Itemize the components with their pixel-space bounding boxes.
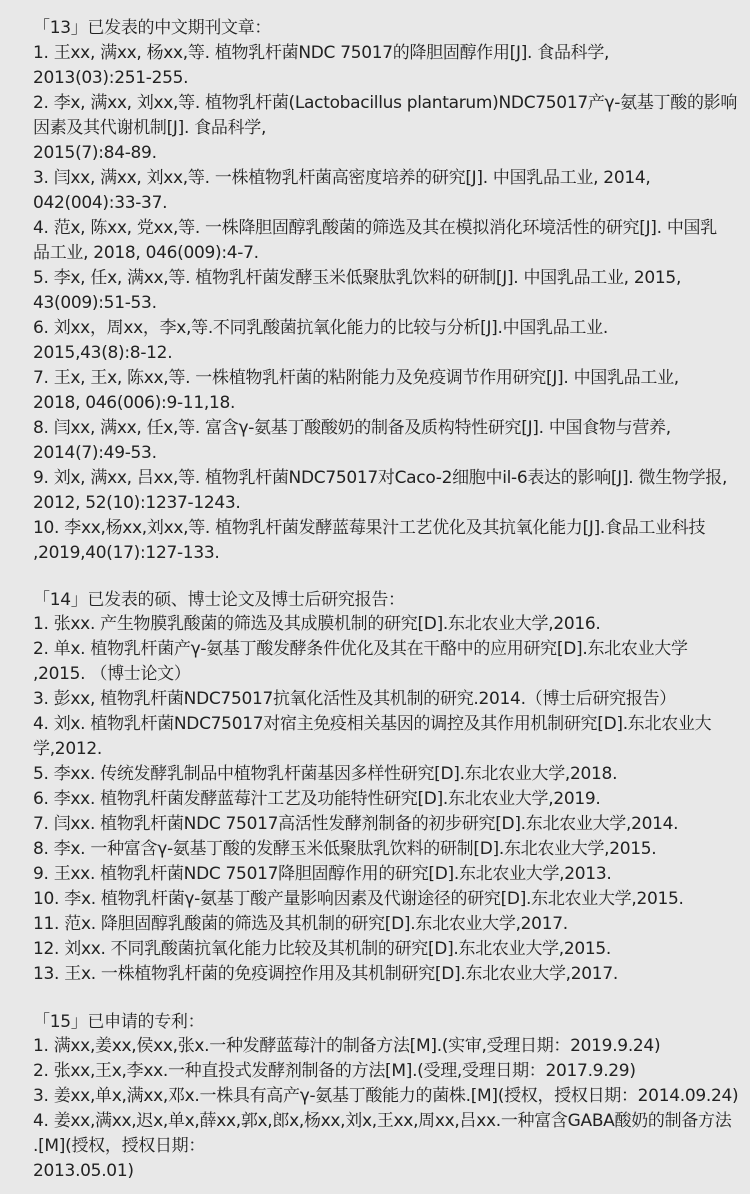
journal-ref-8-line-1: 8. 闫xx, 满xx, 任x,等. 富含γ-氨基丁酸酸奶的制备及质构特性研究[J]. 中国食物与营养,: [33, 418, 671, 438]
patent-ref-2: 2. 张xx,王x,李xx.一种直投式发酵剂制备的方法[M].(受理,受理日期：2017.9.29): [33, 1061, 636, 1081]
journal-ref-8-line-2: 2014(7):49-53.: [33, 443, 157, 463]
section-heading-15: 「15」已申请的专利：: [33, 1012, 205, 1032]
journal-ref-2-line-1: 2. 李x, 满xx, 刘xx,等. 植物乳杆菌(Lactobacillus plantarum)NDC75017产γ-氨基丁酸的影响: [33, 93, 738, 113]
thesis-ref-7: 7. 闫xx. 植物乳杆菌NDC 75017高活性发酵剂制备的初步研究[D].东北农业大学,2014.: [33, 814, 679, 834]
journal-ref-5-line-1: 5. 李x, 任x, 满xx,等. 植物乳杆菌发酵玉米低聚肽乳饮料的研制[J]. 中国乳品工业, 2015,: [33, 268, 682, 288]
thesis-ref-4-line-2: 学,2012.: [33, 739, 102, 759]
journal-ref-2-line-2: 因素及其代谢机制[J]. 食品科学,: [33, 118, 267, 138]
journal-ref-5-line-2: 43(009):51-53.: [33, 293, 157, 313]
journal-ref-2-line-3: 2015(7):84-89.: [33, 143, 157, 163]
journal-ref-10-line-2: ,2019,40(17):127-133.: [33, 543, 220, 563]
journal-ref-10-line-1: 10. 李xx,杨xx,刘xx,等. 植物乳杆菌发酵蓝莓果汁工艺优化及其抗氧化能力[J].食品工业科技: [33, 518, 706, 538]
section-heading-14: 「14」已发表的硕、博士论文及博士后研究报告：: [33, 590, 405, 610]
thesis-ref-1: 1. 张xx. 产生物膜乳酸菌的筛选及其成膜机制的研究[D].东北农业大学,2016.: [33, 614, 601, 634]
thesis-ref-6: 6. 李xx. 植物乳杆菌发酵蓝莓汁工艺及功能特性研究[D].东北农业大学,2019.: [33, 789, 601, 809]
thesis-ref-10: 10. 李x. 植物乳杆菌γ-氨基丁酸产量影响因素及代谢途径的研究[D].东北农业大学,2015.: [33, 889, 684, 909]
patent-ref-4-line-2: .[M](授权，授权日期：: [33, 1136, 206, 1156]
patent-ref-1: 1. 满xx,姜xx,侯xx,张x.一种发酵蓝莓汁的制备方法[M].(实审,受理日期：2019.9.24): [33, 1036, 661, 1056]
thesis-ref-9: 9. 王xx. 植物乳杆菌NDC 75017降胆固醇作用的研究[D].东北农业大学,2013.: [33, 864, 612, 884]
thesis-ref-5: 5. 李xx. 传统发酵乳制品中植物乳杆菌基因多样性研究[D].东北农业大学,2018.: [33, 764, 618, 784]
journal-ref-9-line-1: 9. 刘x, 满xx, 吕xx,等. 植物乳杆菌NDC75017对Caco-2细胞中il-6表达的影响[J]. 微生物学报,: [33, 468, 728, 488]
journal-ref-6-line-2: 2015,43(8):8-12.: [33, 343, 173, 363]
journal-ref-7-line-2: 2018, 046(006):9-11,18.: [33, 393, 236, 413]
thesis-ref-3: 3. 彭xx, 植物乳杆菌NDC75017抗氧化活性及其机制的研究.2014.（博士后研究报告）: [33, 689, 676, 709]
journal-ref-9-line-2: 2012, 52(10):1237-1243.: [33, 493, 241, 513]
section-heading-13: 「13」已发表的中文期刊文章：: [33, 18, 272, 38]
patent-ref-4-line-1: 4. 姜xx,满xx,迟x,单x,薛xx,郭x,郎x,杨xx,刘x,王xx,周xx,吕xx.一种富含GABA酸奶的制备方法: [33, 1111, 732, 1131]
thesis-ref-4-line-1: 4. 刘x. 植物乳杆菌NDC75017对宿主免疫相关基因的调控及其作用机制研究[D].东北农业大: [33, 714, 712, 734]
thesis-ref-2-line-2: ,2015. （博士论文）: [33, 664, 191, 684]
journal-ref-4-line-2: 品工业, 2018, 046(009):4-7.: [33, 243, 259, 263]
thesis-ref-2-line-1: 2. 单x. 植物乳杆菌产γ-氨基丁酸发酵条件优化及其在干酪中的应用研究[D].东北农业大学: [33, 639, 688, 659]
thesis-ref-13: 13. 王x. 一株植物乳杆菌的免疫调控作用及其机制研究[D].东北农业大学,2017.: [33, 964, 618, 984]
journal-ref-7-line-1: 7. 王x, 王x, 陈xx,等. 一株植物乳杆菌的粘附能力及免疫调节作用研究[J]. 中国乳品工业,: [33, 368, 679, 388]
thesis-ref-8: 8. 李x. 一种富含γ-氨基丁酸的发酵玉米低聚肽乳饮料的研制[D].东北农业大学,2015.: [33, 839, 657, 859]
journal-ref-3-line-1: 3. 闫xx, 满xx, 刘xx,等. 一株植物乳杆菌高密度培养的研究[J]. 中国乳品工业, 2014,: [33, 168, 651, 188]
journal-ref-3-line-2: 042(004):33-37.: [33, 193, 168, 213]
patent-ref-3: 3. 姜xx,单x,满xx,邓x.一株具有高产γ-氨基丁酸能力的菌株.[M](授权，授权日期：2014.09.24): [33, 1086, 739, 1106]
journal-ref-1-line-2: 2013(03):251-255.: [33, 68, 189, 88]
journal-ref-4-line-1: 4. 范x, 陈xx, 党xx,等. 一株降胆固醇乳酸菌的筛选及其在模拟消化环境活性的研究[J]. 中国乳: [33, 218, 717, 238]
thesis-ref-11: 11. 范x. 降胆固醇乳酸菌的筛选及其机制的研究[D].东北农业大学,2017.: [33, 914, 568, 934]
journal-ref-6-line-1: 6. 刘xx，周xx，李x,等.不同乳酸菌抗氧化能力的比较与分析[J].中国乳品工业.: [33, 318, 608, 338]
patent-ref-4-line-3: 2013.05.01): [33, 1161, 134, 1181]
thesis-ref-12: 12. 刘xx. 不同乳酸菌抗氧化能力比较及其机制的研究[D].东北农业大学,2015.: [33, 939, 611, 959]
journal-ref-1-line-1: 1. 王xx, 满xx, 杨xx,等. 植物乳杆菌NDC 75017的降胆固醇作用[J]. 食品科学,: [33, 43, 610, 63]
